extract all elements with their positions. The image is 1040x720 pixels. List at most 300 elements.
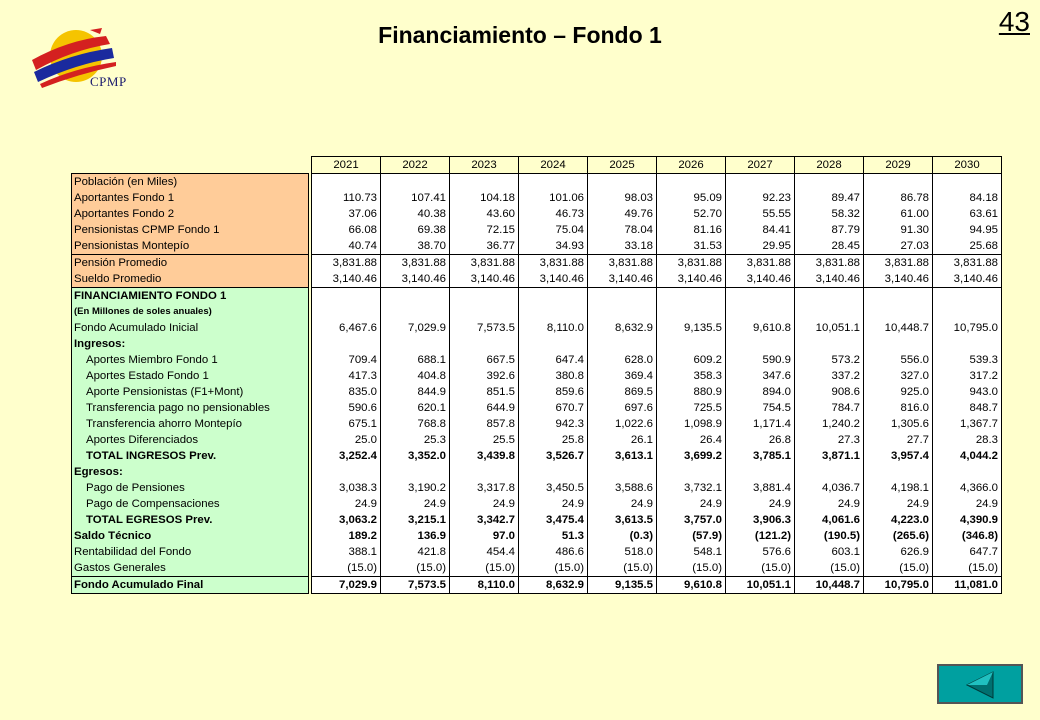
value-cell: 647.7	[933, 544, 1002, 560]
row-label: Saldo Técnico	[72, 528, 309, 544]
value-cell: 3,140.46	[933, 271, 1002, 288]
row-label: (En Millones de soles anuales)	[72, 304, 309, 320]
row-label: Población (en Miles)	[72, 174, 309, 191]
value-cell: (0.3)	[588, 528, 657, 544]
value-cell: 34.93	[519, 238, 588, 255]
logo-text: CPMP	[90, 74, 127, 89]
value-cell: 37.06	[312, 206, 381, 222]
value-cell: 3,732.1	[657, 480, 726, 496]
row-label: Pensionistas CPMP Fondo 1	[72, 222, 309, 238]
value-cell	[933, 174, 1002, 191]
value-cell: 10,448.7	[795, 577, 864, 594]
value-cell: 94.95	[933, 222, 1002, 238]
row-label: Pensión Promedio	[72, 255, 309, 272]
table-row	[72, 174, 1002, 191]
value-cell: 620.1	[381, 400, 450, 416]
value-cell: 3,140.46	[519, 271, 588, 288]
value-cell: 24.9	[519, 496, 588, 512]
value-cell: 6,467.6	[312, 320, 381, 336]
value-cell: 97.0	[450, 528, 519, 544]
value-cell: 337.2	[795, 368, 864, 384]
value-cell: 859.6	[519, 384, 588, 400]
value-cell: 84.41	[726, 222, 795, 238]
value-cell: 3,881.4	[726, 480, 795, 496]
value-cell: 3,038.3	[312, 480, 381, 496]
value-cell: (346.8)	[933, 528, 1002, 544]
value-cell: 189.2	[312, 528, 381, 544]
table-row	[72, 560, 1002, 577]
value-cell: 40.74	[312, 238, 381, 255]
value-cell	[657, 174, 726, 191]
value-cell: 609.2	[657, 352, 726, 368]
value-cell: 421.8	[381, 544, 450, 560]
value-cell: 3,831.88	[864, 255, 933, 272]
value-cell	[519, 336, 588, 352]
value-cell: 3,831.88	[519, 255, 588, 272]
value-cell: 24.9	[864, 496, 933, 512]
year-header-cell: 2024	[519, 157, 588, 174]
value-cell: 8,632.9	[588, 320, 657, 336]
value-cell: 3,613.1	[588, 448, 657, 464]
value-cell: 26.4	[657, 432, 726, 448]
value-cell: 590.9	[726, 352, 795, 368]
value-cell: 110.73	[312, 190, 381, 206]
year-header-cell: 2027	[726, 157, 795, 174]
row-label: FINANCIAMIENTO FONDO 1	[72, 288, 309, 305]
value-cell: 388.1	[312, 544, 381, 560]
value-cell: 69.38	[381, 222, 450, 238]
value-cell: 27.03	[864, 238, 933, 255]
value-cell	[933, 288, 1002, 305]
table-row	[72, 190, 1002, 206]
value-cell: 3,831.88	[381, 255, 450, 272]
table-row	[72, 432, 1002, 448]
value-cell	[312, 304, 381, 320]
row-label: Fondo Acumulado Final	[72, 577, 309, 594]
value-cell: 29.95	[726, 238, 795, 255]
table-row	[72, 222, 1002, 238]
value-cell	[519, 304, 588, 320]
table-row	[72, 416, 1002, 432]
row-label: Ingresos:	[72, 336, 309, 352]
value-cell: 3,140.46	[450, 271, 519, 288]
value-cell: 24.9	[588, 496, 657, 512]
value-cell: 26.8	[726, 432, 795, 448]
value-cell: (15.0)	[381, 560, 450, 577]
value-cell: (57.9)	[657, 528, 726, 544]
value-cell: 89.47	[795, 190, 864, 206]
value-cell: 101.06	[519, 190, 588, 206]
value-cell	[657, 304, 726, 320]
value-cell: 28.45	[795, 238, 864, 255]
table-row	[72, 271, 1002, 288]
table-row	[72, 288, 1002, 305]
value-cell: 754.5	[726, 400, 795, 416]
value-cell: 675.1	[312, 416, 381, 432]
financing-table-container	[71, 156, 1002, 594]
value-cell: (15.0)	[519, 560, 588, 577]
value-cell	[726, 464, 795, 480]
value-cell: 25.0	[312, 432, 381, 448]
value-cell: 628.0	[588, 352, 657, 368]
year-header-cell: 2028	[795, 157, 864, 174]
value-cell: 3,526.7	[519, 448, 588, 464]
table-row	[72, 384, 1002, 400]
value-cell: 392.6	[450, 368, 519, 384]
value-cell: 72.15	[450, 222, 519, 238]
value-cell: 725.5	[657, 400, 726, 416]
value-cell: 404.8	[381, 368, 450, 384]
value-cell: 28.3	[933, 432, 1002, 448]
value-cell: 8,632.9	[519, 577, 588, 594]
value-cell: (15.0)	[312, 560, 381, 577]
value-cell: 8,110.0	[450, 577, 519, 594]
value-cell: 590.6	[312, 400, 381, 416]
value-cell: 3,757.0	[657, 512, 726, 528]
value-cell: 3,450.5	[519, 480, 588, 496]
value-cell	[588, 288, 657, 305]
value-cell: 548.1	[657, 544, 726, 560]
value-cell: 24.9	[726, 496, 795, 512]
table-row	[72, 544, 1002, 560]
value-cell: 3,785.1	[726, 448, 795, 464]
value-cell: 75.04	[519, 222, 588, 238]
table-row	[72, 496, 1002, 512]
value-cell	[312, 174, 381, 191]
value-cell	[312, 336, 381, 352]
value-cell	[519, 464, 588, 480]
value-cell: 9,610.8	[726, 320, 795, 336]
value-cell	[933, 304, 1002, 320]
value-cell: 24.9	[657, 496, 726, 512]
value-cell: 7,029.9	[312, 577, 381, 594]
value-cell: 573.2	[795, 352, 864, 368]
value-cell: 52.70	[657, 206, 726, 222]
value-cell: 7,573.5	[450, 320, 519, 336]
table-row	[72, 528, 1002, 544]
value-cell	[450, 288, 519, 305]
value-cell: 9,610.8	[657, 577, 726, 594]
value-cell: (15.0)	[450, 560, 519, 577]
value-cell: 3,831.88	[450, 255, 519, 272]
value-cell	[795, 288, 864, 305]
value-cell: 925.0	[864, 384, 933, 400]
value-cell: 327.0	[864, 368, 933, 384]
value-cell: 380.8	[519, 368, 588, 384]
value-cell: 3,831.88	[657, 255, 726, 272]
previous-slide-button[interactable]	[937, 664, 1023, 704]
value-cell: 33.18	[588, 238, 657, 255]
value-cell: 539.3	[933, 352, 1002, 368]
value-cell: 3,252.4	[312, 448, 381, 464]
value-cell: (190.5)	[795, 528, 864, 544]
value-cell: 92.23	[726, 190, 795, 206]
value-cell: 43.60	[450, 206, 519, 222]
value-cell: 626.9	[864, 544, 933, 560]
value-cell: 908.6	[795, 384, 864, 400]
value-cell: 95.09	[657, 190, 726, 206]
value-cell: 3,342.7	[450, 512, 519, 528]
value-cell: 7,573.5	[381, 577, 450, 594]
value-cell: 51.3	[519, 528, 588, 544]
value-cell: 10,795.0	[933, 320, 1002, 336]
value-cell: 454.4	[450, 544, 519, 560]
value-cell: 942.3	[519, 416, 588, 432]
row-label: Aportantes Fondo 2	[72, 206, 309, 222]
value-cell: (15.0)	[657, 560, 726, 577]
value-cell: 9,135.5	[657, 320, 726, 336]
row-label: Pensionistas Montepío	[72, 238, 309, 255]
value-cell: 784.7	[795, 400, 864, 416]
table-row	[72, 400, 1002, 416]
value-cell: 576.6	[726, 544, 795, 560]
value-cell: 3,140.46	[657, 271, 726, 288]
value-cell	[312, 288, 381, 305]
row-label: Aporte Pensionistas (F1+Mont)	[72, 384, 309, 400]
table-row	[72, 512, 1002, 528]
value-cell: 49.76	[588, 206, 657, 222]
value-cell: 8,110.0	[519, 320, 588, 336]
value-cell	[657, 288, 726, 305]
table-row	[72, 464, 1002, 480]
value-cell: 518.0	[588, 544, 657, 560]
value-cell: 4,366.0	[933, 480, 1002, 496]
value-cell	[519, 288, 588, 305]
row-label: Fondo Acumulado Inicial	[72, 320, 309, 336]
value-cell: 25.5	[450, 432, 519, 448]
value-cell	[381, 174, 450, 191]
value-cell	[381, 288, 450, 305]
value-cell: 417.3	[312, 368, 381, 384]
financing-table	[71, 156, 1002, 594]
value-cell	[450, 336, 519, 352]
value-cell: 709.4	[312, 352, 381, 368]
value-cell: 107.41	[381, 190, 450, 206]
page-number: 43	[998, 6, 1030, 37]
value-cell: 4,198.1	[864, 480, 933, 496]
value-cell	[519, 174, 588, 191]
value-cell	[795, 336, 864, 352]
value-cell: 10,448.7	[864, 320, 933, 336]
year-header-cell: 2023	[450, 157, 519, 174]
value-cell: 10,051.1	[726, 577, 795, 594]
value-cell: (15.0)	[726, 560, 795, 577]
value-cell: 3,831.88	[933, 255, 1002, 272]
value-cell: (265.6)	[864, 528, 933, 544]
table-row	[72, 304, 1002, 320]
value-cell: 3,957.4	[864, 448, 933, 464]
value-cell: 63.61	[933, 206, 1002, 222]
table-row	[72, 238, 1002, 255]
value-cell: 644.9	[450, 400, 519, 416]
value-cell: 848.7	[933, 400, 1002, 416]
value-cell: 3,140.46	[381, 271, 450, 288]
triangle-left-icon	[965, 670, 995, 700]
row-label: Pago de Compensaciones	[72, 496, 309, 512]
table-row	[72, 352, 1002, 368]
value-cell: 3,317.8	[450, 480, 519, 496]
value-cell: 3,140.46	[726, 271, 795, 288]
value-cell: (15.0)	[795, 560, 864, 577]
value-cell: 857.8	[450, 416, 519, 432]
value-cell	[450, 464, 519, 480]
value-cell: 603.1	[795, 544, 864, 560]
row-label: TOTAL INGRESOS Prev.	[72, 448, 309, 464]
value-cell: (15.0)	[864, 560, 933, 577]
value-cell: 24.9	[933, 496, 1002, 512]
value-cell: 26.1	[588, 432, 657, 448]
value-cell: 104.18	[450, 190, 519, 206]
value-cell	[726, 174, 795, 191]
value-cell: 55.55	[726, 206, 795, 222]
table-row	[72, 336, 1002, 352]
value-cell: 3,906.3	[726, 512, 795, 528]
value-cell: 27.3	[795, 432, 864, 448]
value-cell: 24.9	[450, 496, 519, 512]
value-cell	[381, 304, 450, 320]
table-row	[72, 255, 1002, 272]
value-cell: 40.38	[381, 206, 450, 222]
value-cell: 24.9	[381, 496, 450, 512]
year-header-cell: 2025	[588, 157, 657, 174]
value-cell: 3,831.88	[726, 255, 795, 272]
value-cell: 670.7	[519, 400, 588, 416]
value-cell: 688.1	[381, 352, 450, 368]
value-cell: 3,439.8	[450, 448, 519, 464]
value-cell: 25.3	[381, 432, 450, 448]
table-row	[72, 448, 1002, 464]
value-cell: 3,063.2	[312, 512, 381, 528]
value-cell: 31.53	[657, 238, 726, 255]
header-blank-cell	[72, 157, 309, 174]
value-cell: 98.03	[588, 190, 657, 206]
value-cell	[795, 304, 864, 320]
row-label: Egresos:	[72, 464, 309, 480]
value-cell	[450, 304, 519, 320]
value-cell	[864, 288, 933, 305]
row-label: TOTAL EGRESOS Prev.	[72, 512, 309, 528]
value-cell: 3,831.88	[588, 255, 657, 272]
value-cell: 844.9	[381, 384, 450, 400]
value-cell: 3,215.1	[381, 512, 450, 528]
value-cell: 1,171.4	[726, 416, 795, 432]
row-label: Transferencia pago no pensionables	[72, 400, 309, 416]
value-cell: 1,022.6	[588, 416, 657, 432]
value-cell: 25.68	[933, 238, 1002, 255]
value-cell: 4,036.7	[795, 480, 864, 496]
value-cell	[795, 464, 864, 480]
table-row	[72, 480, 1002, 496]
value-cell: 3,871.1	[795, 448, 864, 464]
value-cell: 91.30	[864, 222, 933, 238]
page-title: Financiamiento – Fondo 1	[378, 22, 662, 48]
value-cell: 9,135.5	[588, 577, 657, 594]
value-cell	[933, 336, 1002, 352]
value-cell: (15.0)	[588, 560, 657, 577]
value-cell: 4,061.6	[795, 512, 864, 528]
value-cell: 943.0	[933, 384, 1002, 400]
value-cell	[381, 336, 450, 352]
value-cell	[795, 174, 864, 191]
row-label: Aportes Diferenciados	[72, 432, 309, 448]
value-cell	[588, 464, 657, 480]
value-cell	[726, 304, 795, 320]
value-cell: 25.8	[519, 432, 588, 448]
value-cell: 61.00	[864, 206, 933, 222]
value-cell: 358.3	[657, 368, 726, 384]
value-cell: 3,140.46	[312, 271, 381, 288]
value-cell: 4,044.2	[933, 448, 1002, 464]
row-label: Transferencia ahorro Montepío	[72, 416, 309, 432]
value-cell: 3,475.4	[519, 512, 588, 528]
value-cell: 86.78	[864, 190, 933, 206]
value-cell: 3,699.2	[657, 448, 726, 464]
value-cell	[312, 464, 381, 480]
value-cell: 1,240.2	[795, 416, 864, 432]
value-cell	[864, 174, 933, 191]
value-cell: 38.70	[381, 238, 450, 255]
year-header-cell: 2022	[381, 157, 450, 174]
value-cell: 10,795.0	[864, 577, 933, 594]
year-header-cell: 2030	[933, 157, 1002, 174]
value-cell: 27.7	[864, 432, 933, 448]
value-cell: 768.8	[381, 416, 450, 432]
value-cell	[588, 336, 657, 352]
value-cell: 78.04	[588, 222, 657, 238]
value-cell: 697.6	[588, 400, 657, 416]
value-cell	[726, 336, 795, 352]
value-cell: 1,098.9	[657, 416, 726, 432]
value-cell: 81.16	[657, 222, 726, 238]
value-cell: 3,190.2	[381, 480, 450, 496]
value-cell: (121.2)	[726, 528, 795, 544]
value-cell: (15.0)	[933, 560, 1002, 577]
value-cell: 1,305.6	[864, 416, 933, 432]
value-cell	[864, 464, 933, 480]
value-cell	[657, 336, 726, 352]
value-cell: 556.0	[864, 352, 933, 368]
value-cell: 3,831.88	[795, 255, 864, 272]
row-label: Aportes Miembro Fondo 1	[72, 352, 309, 368]
value-cell: 347.6	[726, 368, 795, 384]
value-cell	[588, 174, 657, 191]
value-cell	[588, 304, 657, 320]
value-cell	[657, 464, 726, 480]
row-label: Rentabilidad del Fondo	[72, 544, 309, 560]
row-label: Sueldo Promedio	[72, 271, 309, 288]
value-cell: 3,140.46	[795, 271, 864, 288]
value-cell: 667.5	[450, 352, 519, 368]
value-cell: 3,140.46	[588, 271, 657, 288]
value-cell: 84.18	[933, 190, 1002, 206]
value-cell: 816.0	[864, 400, 933, 416]
value-cell: 3,613.5	[588, 512, 657, 528]
value-cell: 1,367.7	[933, 416, 1002, 432]
value-cell: 24.9	[795, 496, 864, 512]
value-cell: 869.5	[588, 384, 657, 400]
value-cell: 851.5	[450, 384, 519, 400]
value-cell: 46.73	[519, 206, 588, 222]
value-cell	[864, 304, 933, 320]
value-cell: 58.32	[795, 206, 864, 222]
value-cell: 136.9	[381, 528, 450, 544]
value-cell: 10,051.1	[795, 320, 864, 336]
value-cell: 3,352.0	[381, 448, 450, 464]
value-cell: 7,029.9	[381, 320, 450, 336]
row-label: Aportantes Fondo 1	[72, 190, 309, 206]
year-header-row	[72, 157, 1002, 174]
year-header-cell: 2026	[657, 157, 726, 174]
